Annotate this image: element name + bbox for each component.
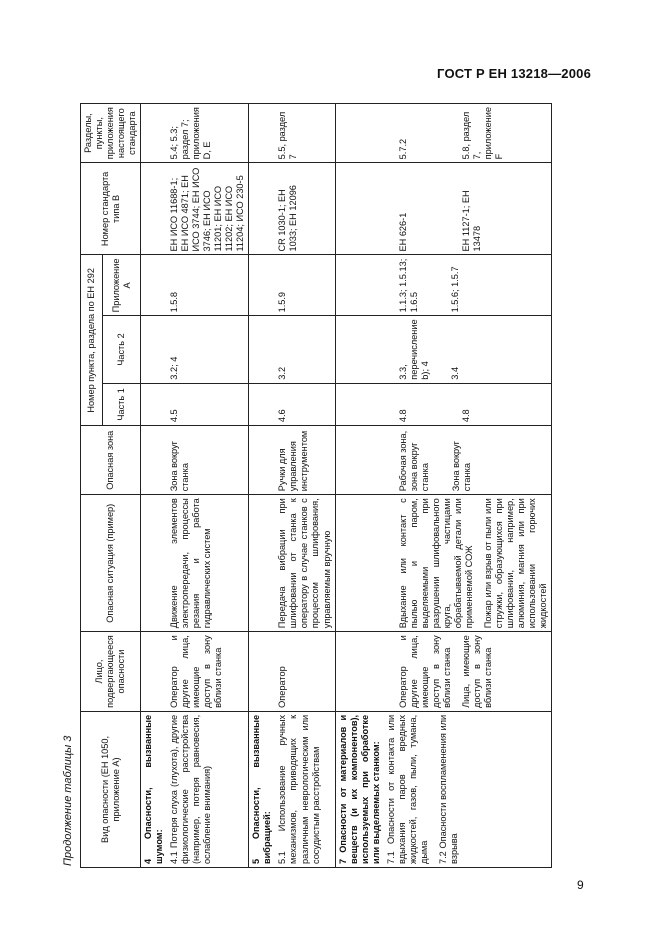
situation-text: Вдыхание или контакт с пылью и паром, выделяемыми при разрушении шлифовального круга, частицами обрабатываемой детали или применяемой СОЖ — [397, 498, 474, 629]
sections-text: 5.7.2 — [397, 138, 408, 160]
sections-cell — [249, 104, 335, 163]
annex-a-cell — [141, 255, 249, 316]
part1-cell — [335, 383, 551, 425]
annex-a-text: 1.5.8 — [169, 291, 180, 313]
annex-a-text: 1.5.6; 1.5.7 — [449, 266, 460, 313]
persons-cell — [249, 632, 335, 712]
situation-cell — [249, 495, 335, 632]
table-row — [335, 104, 551, 868]
zone-cell — [249, 426, 335, 495]
situation-text: Движение элементов электропередачи, процессы резания и работа гидравлических систем — [169, 498, 213, 629]
annex-a-text: 1.5.9 — [277, 291, 288, 313]
hazard-table — [80, 103, 552, 868]
part1-text: 4.5 — [169, 409, 180, 423]
part2-text: 3.2; 4 — [169, 356, 180, 380]
part2-text: 3.4 — [449, 366, 460, 380]
header-annex-a: Приложение А — [103, 255, 141, 316]
persons-text: Оператор и другие лица, имеющие доступ в зону вблизи станка — [397, 635, 452, 708]
part1-cell — [141, 383, 249, 425]
document-header: ГОСТ Р ЕН 13218—2006 — [437, 66, 591, 81]
header-hazard-type: Вид опасности (ЕН 1050, приложение А) — [81, 711, 141, 867]
annex-a-text: 1.1.3; 1.5.13; 1.6.5 — [397, 258, 419, 313]
situation-cell — [141, 495, 249, 632]
standard-b-text: ЕН 626-1 — [397, 212, 408, 252]
hazard-cell — [335, 711, 551, 867]
sections-cell — [335, 104, 551, 163]
persons-text: Оператор и другие лица, имеющие доступ в зону вблизи станка — [169, 635, 224, 708]
part2-cell — [249, 316, 335, 383]
situation-text: Передача вибрации при шлифовании от станка к оператору в случае станков с процессом шлифования, управляемым вручную — [277, 498, 332, 629]
part1-cell — [249, 383, 335, 425]
table-continuation-caption: Продолжение таблицы 3 — [62, 735, 74, 866]
part2-cell — [335, 316, 551, 383]
standard-b-text: ЕН ИСО 11688-1; ЕН ИСО 4871; ЕН ИСО 3744; ЕН ИСО 3746; ЕН ИСО 11201; ЕН ИСО 11202; ЕН ИСО 11204; ИСО 230-5 — [169, 167, 246, 252]
header-en292: Номер пункта, раздела по ЕН 292 — [81, 255, 103, 426]
group-title: 5 Опасности, вызванные вибрацией: — [251, 714, 273, 864]
group-title: 7 Опасности от материалов и веществ (и их компонентов), используемых при обработке или выделяемых станком: — [337, 714, 381, 864]
persons-text: Оператор — [277, 666, 288, 708]
zone-text: Зона вокруг станка — [169, 441, 191, 492]
header-sections: Разделы, пункты, приложения настоящего стандарта — [81, 104, 141, 163]
header-zone: Опасная зона — [81, 426, 141, 495]
sections-text: 5.8, раздел 7, приложение F — [460, 107, 504, 160]
zone-text: Рабочая зона, зона вокруг станка — [397, 430, 430, 492]
hazard-cell — [249, 711, 335, 867]
hazard-text: 7.1 Опасности от контакта или вдыхания паров вредных жидкостей, газов, пыли, тумана, дыма — [385, 714, 429, 864]
persons-text: Лица, имеющие доступ в зону вблизи станка — [460, 635, 493, 708]
table-row — [249, 104, 335, 868]
annex-a-cell — [249, 255, 335, 316]
standard-b-cell — [249, 163, 335, 255]
header-part2: Часть 2 — [103, 316, 141, 383]
header-standard-b: Номер стандарта типа В — [81, 163, 141, 255]
persons-cell — [335, 632, 551, 712]
persons-cell — [141, 632, 249, 712]
standard-b-text: CR 1030-1; ЕН 1033; ЕН 12096 — [277, 185, 299, 252]
hazard-text: 7.2 Опасности воспламенения или взрыва — [437, 714, 459, 864]
table-header-row — [81, 104, 103, 868]
zone-text: Ручки для управления инструментом — [277, 430, 310, 492]
standard-b-cell — [141, 163, 249, 255]
part1-text: 4.6 — [277, 409, 288, 423]
part2-cell — [141, 316, 249, 383]
zone-cell — [141, 426, 249, 495]
header-situation: Опасная ситуация (пример) — [81, 495, 141, 632]
part1-text: 4.8 — [460, 409, 471, 423]
standard-b-cell — [335, 163, 551, 255]
hazard-text: 5.1 Использование ручных механизмов, приводящих к различным неврологическим или сосудистым расстройствам — [277, 714, 321, 864]
standard-b-text: ЕН 1127-1; ЕН 13478 — [460, 190, 482, 252]
page-number: 9 — [577, 878, 584, 892]
part2-text: 3.2 — [277, 366, 288, 380]
hazard-cell — [141, 711, 249, 867]
part2-text: 3.3, перечисление b); 4 — [397, 319, 430, 380]
header-part1: Часть 1 — [103, 383, 141, 425]
header-persons: Лицо, подвергающееся опасности — [81, 632, 141, 712]
zone-cell — [335, 426, 551, 495]
sections-text: 5.4; 5.3; раздел 7; приложения D, E — [169, 107, 213, 160]
situation-text: Пожар или взрыв от пыли или стружки, образующихся при шлифовании, например, алюминия, магния или при использовании горючих жидкостей — [482, 498, 548, 629]
sections-text: 5.5, раздел 7 — [277, 111, 299, 160]
hazard-text: 4.1 Потеря слуха (глухота), другие физиологические расстройства (например, потеря равновесия, ослабление внимания) — [169, 714, 213, 864]
sections-cell — [141, 104, 249, 163]
group-title: 4 Опасности, вызванные шумом: — [143, 714, 165, 864]
part1-text: 4.8 — [397, 409, 408, 423]
rotated-table-page — [60, 103, 580, 868]
table-row — [141, 104, 249, 868]
annex-a-cell — [335, 255, 551, 316]
zone-text: Зона вокруг станка — [450, 441, 472, 492]
situation-cell — [335, 495, 551, 632]
